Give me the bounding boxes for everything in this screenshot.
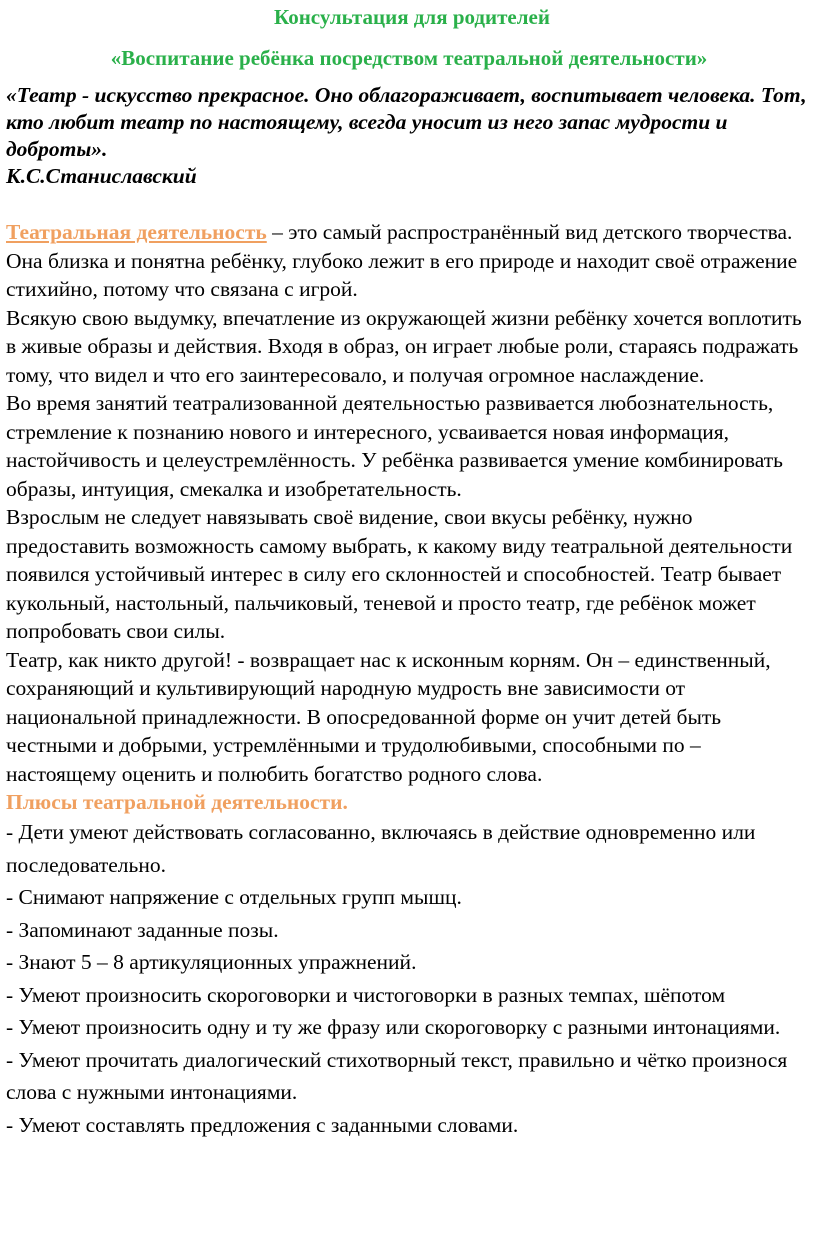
- paragraph: Во время занятий театрализованной деятельностью развивается любознательность, стремление к познанию нового и интересного, усваивается новая информация, настойчивость и целеустремлённость. У ребёнка развивается умение комбинировать образы, интуиция, смекалка и изобретательность.: [6, 391, 783, 501]
- epigraph-quote: «Театр - искусство прекрасное. Оно облагораживает, воспитывает человека. Тот, кто любит театр по настоящему, всегда уносит из него запас мудрости и доброты».: [6, 83, 807, 161]
- highlighted-term: Театральная деятельность: [6, 220, 267, 244]
- list-item: - Знают 5 – 8 артикуляционных упражнений.: [6, 950, 417, 974]
- epigraph: [6, 82, 812, 190]
- list-item: - Умеют составлять предложения с заданными словами.: [6, 1112, 519, 1137]
- paragraph: Всякую свою выдумку, впечатление из окружающей жизни ребёнку хочется воплотить в живые образы и действия. Входя в образ, он играет любые роли, стараясь подражать тому, что видел и что его заинтересовало, и получая огромное наслаждение.: [6, 305, 802, 387]
- paragraph: Взрослым не следует навязывать своё видение, свои вкусы ребёнку, нужно предоставить возможность самому выбрать, к какому виду театральной деятельности появился устойчивый интерес в силу его склонностей и способностей. Театр бывает кукольный, настольный, пальчиковый, теневой и просто театр, где ребёнок может попробовать свои силы.: [6, 505, 793, 643]
- page-title: Консультация для родителей: [274, 5, 550, 29]
- page-subtitle: «Воспитание ребёнка посредством театральной деятельности»: [110, 46, 708, 70]
- intro-text: – это самый распространённый вид детского творчества. Она близка и понятна ребёнку, глубоко лежит в его природе и находит своё отражение стихийно, потому что связана с игрой.: [6, 220, 798, 301]
- list-item: - Умеют прочитать диалогический стихотворный текст, правильно и чётко произнося слова с нужными интонациями.: [6, 1047, 788, 1104]
- list-item: - Запоминают заданные позы.: [6, 917, 279, 942]
- list-item: - Умеют произносить скороговорки и чистоговорки в разных темпах, шёпотом: [6, 982, 726, 1007]
- pluses-list: [6, 816, 812, 1141]
- intro-paragraph: [6, 218, 812, 304]
- epigraph-author: К.С.Станиславский: [6, 164, 197, 188]
- pluses-heading: Плюсы театральной деятельности.: [6, 790, 348, 814]
- list-item: - Дети умеют действовать согласованно, включаясь в действие одновременно или последовательно.: [6, 820, 756, 877]
- list-item: - Умеют произносить одну и ту же фразу или скороговорку с разными интонациями.: [6, 1015, 781, 1039]
- paragraph: Театр, как никто другой! - возвращает нас к исконным корням. Он – единственный, сохраняющий и культивирующий народную мудрость вне зависимости от национальной принадлежности. В опосредованной форме он учит детей быть честными и добрыми, устремлёнными и трудолюбивыми, способными по – настоящему оценить и полюбить богатство родного слова.: [6, 647, 771, 786]
- list-item: - Снимают напряжение с отдельных групп мышц.: [6, 885, 462, 909]
